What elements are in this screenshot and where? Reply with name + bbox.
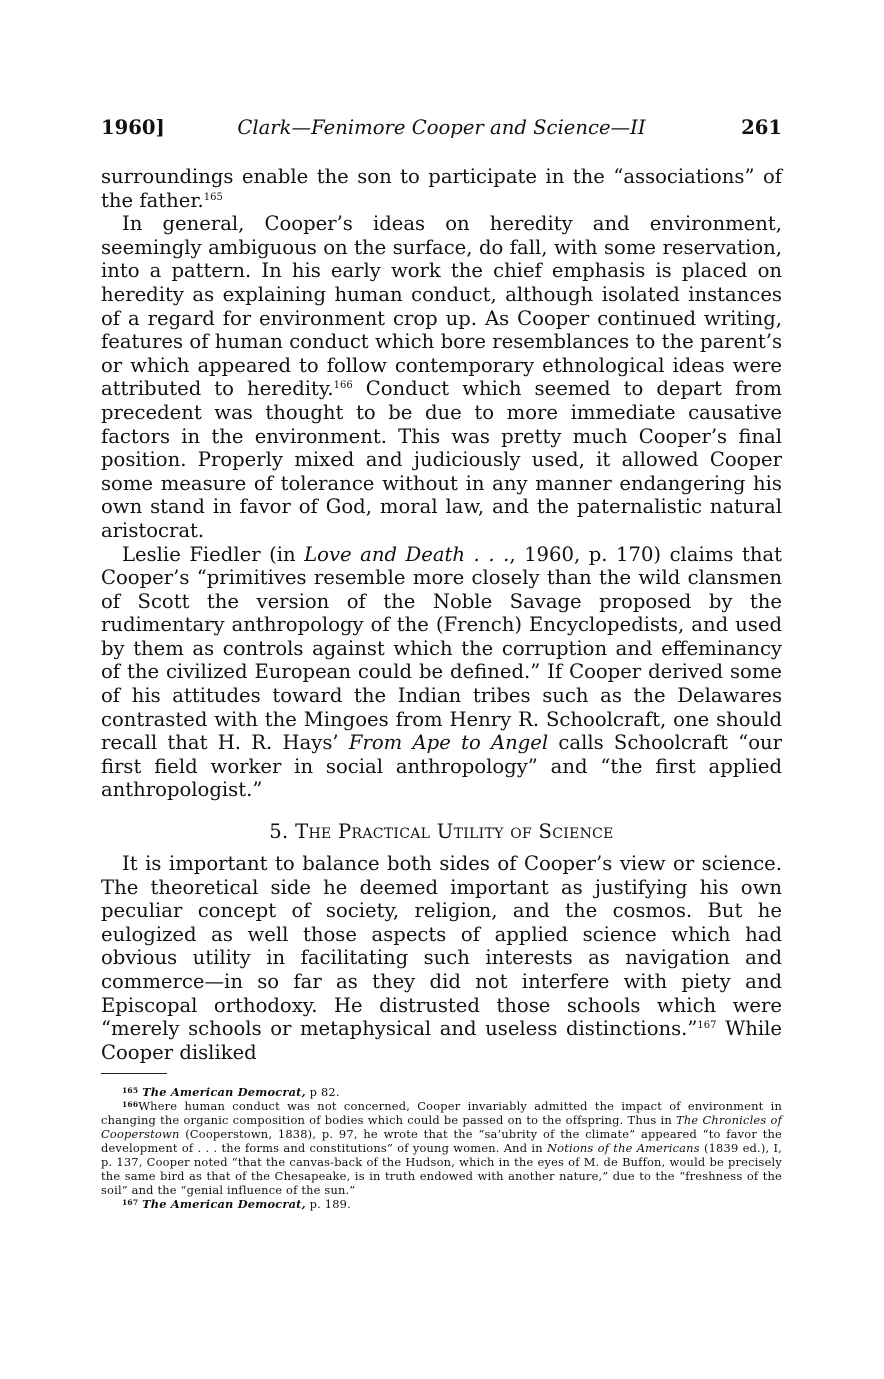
- journal-page: [101, 113, 782, 1212]
- footnote-divider: [101, 1073, 167, 1074]
- paragraph-fiedler: [101, 543, 782, 803]
- section-heading: 5. The Practical Utility of Science: [269, 820, 614, 844]
- running-title: Clark—Fenimore Cooper and Science—II: [237, 116, 646, 139]
- paragraph-text: In general, Cooper’s ideas on heredity and environment, seemingly ambiguous on the surface, do fall, with some reservation, into a pattern. In his early work the chief emphasis is placed on heredity as explaining human conduct, although isolated instances of a regard for environment crop up. As Cooper continued writing, features of human conduct which bore resemblances to the parent’s or which appeared to follow contemporary ethnological ideas were attributed to heredity.: [101, 212, 782, 401]
- paragraph-text: Conduct which seemed to depart from precedent was thought to be due to more immediate causative factors in the environment. This was pretty much Cooper’s final position. Properly mixed and judiciously used, it allowed Cooper some measure of tolerance without in any manner endangering his own stand in favor of God, moral law, and the paternalistic natural aristocrat.: [101, 377, 782, 542]
- paragraph-continued: [101, 165, 782, 212]
- body-text: [101, 165, 782, 1064]
- footnote-text: Where human conduct was not concerned, Cooper invariably admitted the impact of environment in changing the organic composition of bodies which could be passed on to the offspring. Thus in: [101, 1099, 782, 1128]
- footnote-number: 167: [122, 1197, 139, 1207]
- footnote-167: [101, 1198, 782, 1212]
- paragraph-text: Leslie Fiedler (in: [122, 542, 305, 566]
- paragraph-text: surroundings enable the son to participate in the “associations” of the father.: [101, 165, 782, 212]
- book-title: Love and Death . . .: [304, 542, 510, 566]
- footnote-ref-165: 165: [203, 191, 223, 203]
- footnote-165: [101, 1086, 782, 1100]
- header-year: 1960]: [101, 116, 165, 139]
- footnote-text: p. 189.: [305, 1196, 351, 1211]
- footnote-text: (1839 ed.), I, p. 137, Cooper noted “that the canvas-back of the Hudson, which in the eyes of M. de Buffon, would be precisely the same bird as that of the Chesapeake, is in truth endowed with another nature,” due to the “freshness of the soil” and the “genial influence of the sun.”: [101, 1141, 782, 1197]
- paragraph-text: , 1960, p. 170) claims that Cooper’s “primitives resemble more closely than the wild clansmen of Scott the version of the Noble Savage proposed by the rudimentary anthropology of the (French) Encyclopedists, and used by them as controls against which the corruption and effeminancy of the civilized European could be defined.” If Cooper derived some of his attitudes toward the Indian tribes such as the Delawares contrasted with the Mingoes from Henry R. Schoolcraft, one should recall that H. R. Hays’: [101, 542, 782, 755]
- footnote-number: 165: [122, 1086, 139, 1096]
- footnote-ref-166: 166: [333, 380, 353, 392]
- footnotes: [101, 1086, 782, 1211]
- footnote-166: [101, 1100, 782, 1197]
- footnote-book-title: The Chronicles of Cooperstown: [101, 1113, 782, 1142]
- footnote-book-title: Notions of the Americans: [546, 1141, 700, 1155]
- paragraph-heredity: [101, 212, 782, 542]
- footnote-ref-167: 167: [697, 1020, 717, 1032]
- paragraph-text: calls Schoolcraft “our first field worker in social anthropology” and “the first applied anthropologist.”: [101, 731, 783, 802]
- footnote-number: 166: [122, 1100, 139, 1110]
- paragraph-text: It is important to balance both sides of Cooper’s view or science. The theoretical side he deemed important as justifying his own peculiar concept of society, religion, and the cosmos. But he eulogized as well those aspects of applied science which had obvious utility in facilitating such interests as navigation and commerce—in so far as they did not interfere with piety and Episcopal orthodoxy. He distrusted those schools which were “merely schools or metaphysical and useless distinctions.”: [101, 852, 782, 1041]
- page-number: 261: [741, 116, 782, 139]
- footnote-title: The American Democrat,: [142, 1196, 306, 1211]
- paragraph-text: While Cooper disliked: [101, 1017, 782, 1064]
- paragraph-practical-utility: [101, 852, 782, 1064]
- book-title: From Ape to Angel: [348, 731, 549, 755]
- footnote-text: p 82.: [305, 1085, 340, 1100]
- running-header: [101, 113, 782, 143]
- footnote-title: The American Democrat,: [142, 1085, 306, 1100]
- footnote-text: (Cooperstown, 1838), p. 97, he wrote that the “sa’ubrity of the climate” appeared “to favor the development of . . . the forms and constitutions” of young women. And in: [101, 1127, 782, 1155]
